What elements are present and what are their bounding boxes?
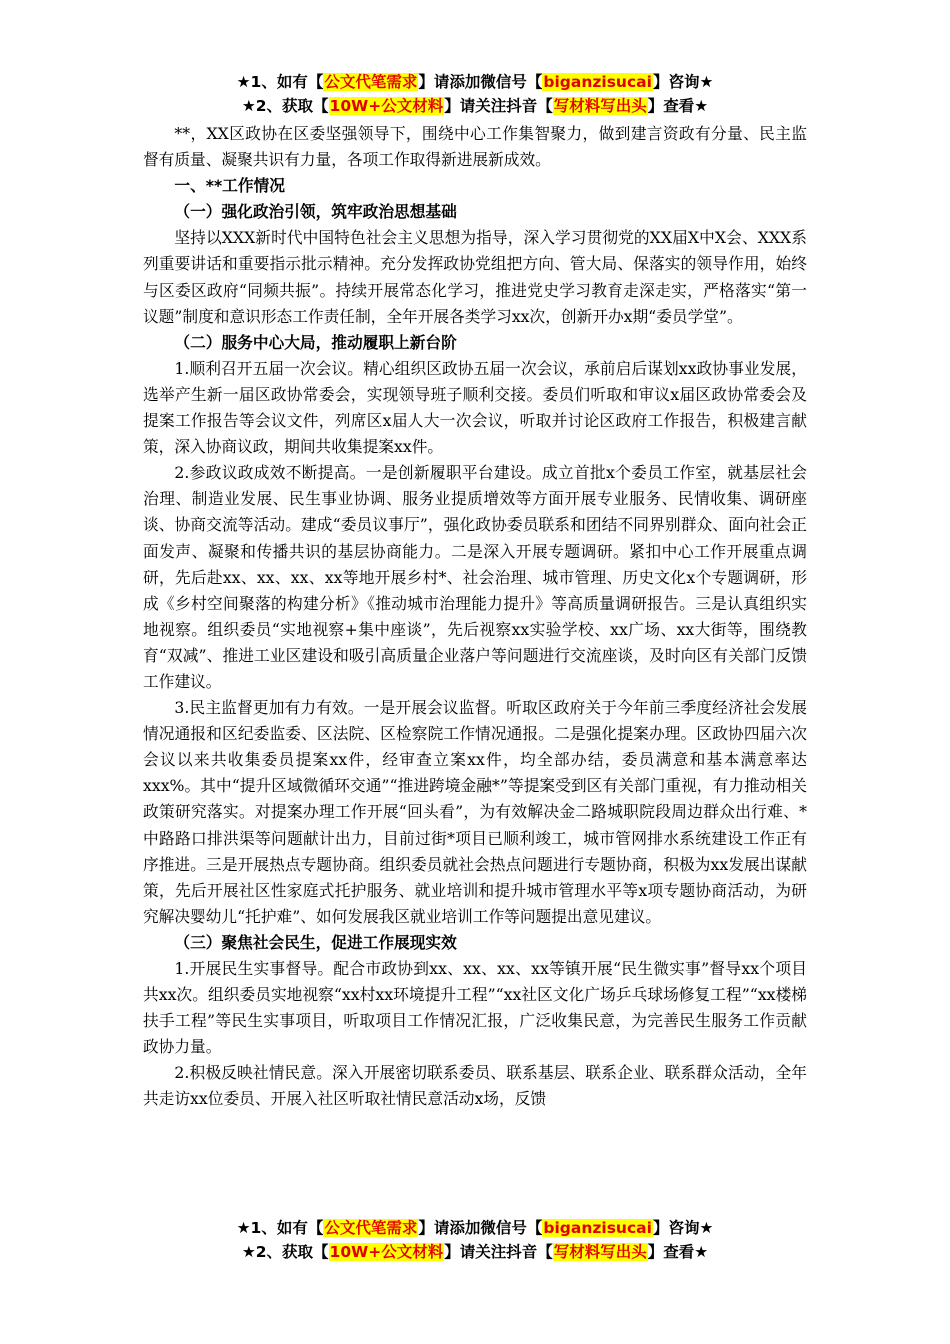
promo-text: 】查看★ [647, 97, 709, 115]
promo-banner-top [0, 70, 950, 118]
subsection-heading: （三）聚焦社会民生，促进工作展现实效 [174, 932, 457, 952]
highlight-douyin: 写材料写出头 [553, 1243, 647, 1261]
body-paragraph: 1.开展民生实事督导。配合市政协到xx、xx、xx、xx等镇开展“民生微实事”督导xx个项目共xx次。组织委员实地视察“xx村xx环境提升工程”“xx社区文化广场乒乓球场修复工程”“xx楼梯扶手工程”等民生实事项目，听取项目工作情况汇报，广泛收集民意，为完善民生服务工作贡献政协力量。 [143, 959, 807, 1057]
highlight-wechat-id: biganzisucai [543, 1219, 652, 1237]
promo-line-1 [0, 1216, 950, 1240]
promo-text: 】请关注抖音【 [444, 1243, 553, 1261]
promo-banner-bottom [0, 1216, 950, 1264]
promo-text: 】咨询★ [652, 73, 714, 91]
highlight-service: 公文代笔需求 [324, 73, 418, 91]
promo-text: ★1、如有【 [236, 73, 324, 91]
promo-text: 】咨询★ [652, 1219, 714, 1237]
highlight-service: 公文代笔需求 [324, 1219, 418, 1237]
promo-line-2 [0, 94, 950, 118]
promo-line-2 [0, 1240, 950, 1264]
promo-text: 】查看★ [647, 1243, 709, 1261]
intro-paragraph: **，XX区政协在区委坚强领导下，围绕中心工作集智聚力，做到建言资政有分量、民主监督有质量、凝聚共识有力量，各项工作取得新进展新成效。 [143, 124, 807, 170]
document-body [143, 121, 807, 1113]
promo-text: 】请添加微信号【 [418, 1219, 543, 1237]
promo-text: ★2、获取【 [241, 97, 329, 115]
highlight-materials: 10W+公文材料 [329, 1243, 444, 1261]
body-paragraph: 2.参政议政成效不断提高。一是创新履职平台建设。成立首批x个委员工作室，就基层社会治理、制造业发展、民生事业协调、服务业提质增效等方面开展专业服务、民情收集、调研座谈、协商交流等活动。建成“委员议事厅”，强化政协委员联系和团结不同界别群众、面向社会正面发声、凝聚和传播共识的基层协商能力。二是深入开展专题调研。紧扣中心工作开展重点调研，先后赴xx、xx、xx、xx等地开展乡村*、社会治理、城市管理、历史文化x个专题调研，形成《乡村空间聚落的构建分析》《推动城市治理能力提升》等高质量调研报告。三是认真组织实地视察。组织委员“实地视察+集中座谈”，先后视察xx实验学校、xx广场、xx大街等，围绕教育“双减”、推进工业区建设和吸引高质量企业落户等问题进行交流座谈，及时向区有关部门反馈工作建议。 [143, 463, 807, 691]
body-paragraph: 2.积极反映社情民意。深入开展密切联系委员、联系基层、联系企业、联系群众活动，全年共走访xx位委员、开展入社区听取社情民意活动x场，反馈 [143, 1063, 807, 1109]
body-paragraph: 3.民主监督更加有力有效。一是开展会议监督。听取区政府关于今年前三季度经济社会发展情况通报和区纪委监委、区法院、区检察院工作情况通报。二是强化提案办理。区政协四届六次会议以来共收集委员提案xx件，经审查立案xx件，均全部办结，委员满意和基本满意率达xxx%。其中“提升区域微循环交通”“推进跨境金融*”等提案受到区有关部门重视，有力推动相关政策研究落实。对提案办理工作开展“回头看”，为有效解决金二路城职院段周边群众出行难、*中路路口排洪渠等问题献计出力，目前过街*项目已顺利竣工，城市管网排水系统建设工作正有序推进。三是开展热点专题协商。组织委员就社会热点问题进行专题协商，积极为xx发展出谋献策，先后开展社区性家庭式托护服务、就业培训和提升城市管理水平等x项专题协商活动，为研究解决婴幼儿“托护难”、如何发展我区就业培训工作等问题提出意见建议。 [143, 698, 807, 926]
promo-line-1 [0, 70, 950, 94]
promo-text: ★1、如有【 [236, 1219, 324, 1237]
promo-text: 】请添加微信号【 [418, 73, 543, 91]
section-heading: 一、**工作情况 [174, 176, 285, 196]
subsection-heading: （二）服务中心大局，推动履职上新台阶 [174, 332, 457, 352]
highlight-douyin: 写材料写出头 [553, 97, 647, 115]
promo-text: 】请关注抖音【 [444, 97, 553, 115]
promo-text: ★2、获取【 [241, 1243, 329, 1261]
subsection-heading: （一）强化政治引领，筑牢政治思想基础 [174, 202, 457, 222]
highlight-wechat-id: biganzisucai [543, 73, 652, 91]
body-paragraph: 坚持以XXX新时代中国特色社会主义思想为指导，深入学习贯彻党的XX届X中X会、XXX系列重要讲话和重要指示批示精神。充分发挥政协党组把方向、管大局、保落实的领导作用，始终与区委区政府“同频共振”。持续开展常态化学习，推进党史学习教育走深走实，严格落实“第一议题”制度和意识形态工作责任制，全年开展各类学习xx次，创新开办x期“委员学堂”。 [143, 228, 807, 326]
body-paragraph: 1.顺利召开五届一次会议。精心组织区政协五届一次会议，承前启后谋划xx政协事业发展，选举产生新一届区政协常委会，实现领导班子顺利交接。委员们听取和审议x届区政协常委会及提案工作报告等会议文件，列席区x届人大一次会议，听取并讨论区政府工作报告，积极建言献策，深入协商议政，期间共收集提案xx件。 [143, 358, 807, 457]
highlight-materials: 10W+公文材料 [329, 97, 444, 115]
